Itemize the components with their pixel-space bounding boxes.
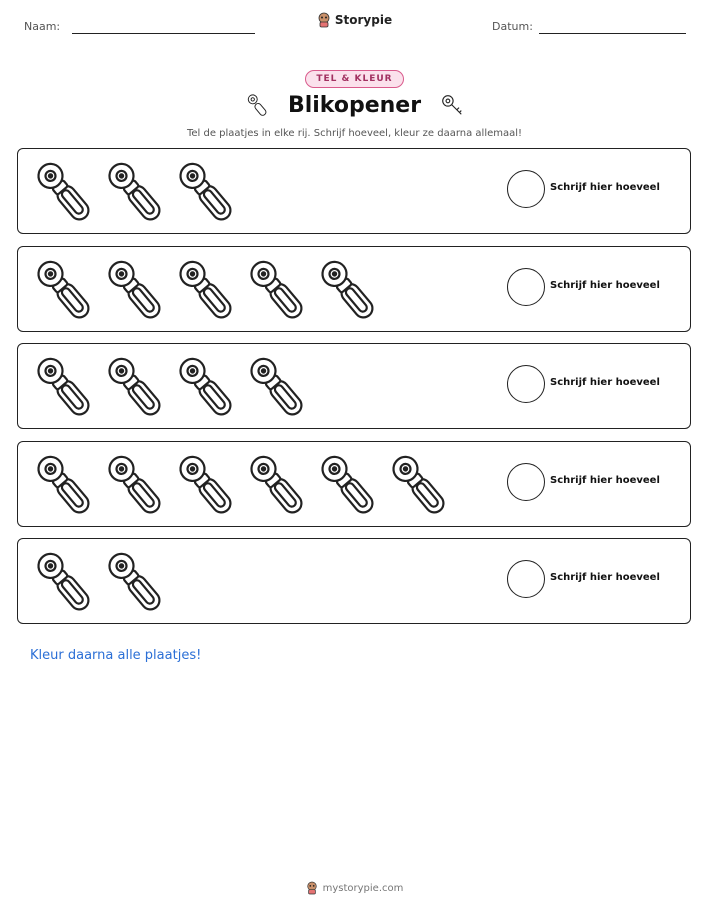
count-row-2 [17, 246, 691, 332]
can-opener-icon [28, 547, 99, 617]
answer-label: Schrijf hier hoeveel [550, 182, 660, 193]
can-opener-icon [28, 450, 99, 520]
name-label: Naam: [24, 20, 61, 33]
can-opener-icon [28, 157, 99, 227]
answer-label: Schrijf hier hoeveel [550, 377, 660, 388]
answer-circle[interactable] [507, 170, 545, 208]
count-row-5 [17, 538, 691, 624]
icon-group [28, 157, 241, 227]
icon-group [28, 450, 454, 520]
can-opener-icon [170, 157, 241, 227]
can-opener-icon [99, 255, 170, 325]
date-label: Datum: [492, 20, 533, 33]
can-opener-icon [241, 450, 312, 520]
answer-circle[interactable] [507, 560, 545, 598]
page-title: Blikopener [287, 92, 422, 118]
can-opener-icon [28, 255, 99, 325]
storypie-mascot-icon [306, 881, 318, 895]
can-opener-icon [241, 352, 312, 422]
icon-group [28, 255, 383, 325]
count-row-1 [17, 148, 691, 234]
can-opener-icon [99, 157, 170, 227]
brand-logo [0, 12, 709, 32]
date-line[interactable] [539, 33, 686, 34]
count-row-3 [17, 343, 691, 429]
key-icon [439, 92, 465, 118]
can-opener-icon [170, 352, 241, 422]
footer-note: Kleur daarna alle plaatjes! [30, 648, 202, 663]
storypie-mascot-icon [317, 12, 331, 28]
can-opener-icon [170, 255, 241, 325]
can-opener-icon [99, 450, 170, 520]
answer-label: Schrijf hier hoeveel [550, 280, 660, 291]
answer-circle[interactable] [507, 463, 545, 501]
category-badge: TEL & KLEUR [305, 70, 403, 88]
can-opener-icon [312, 450, 383, 520]
can-opener-icon [28, 352, 99, 422]
answer-circle[interactable] [507, 365, 545, 403]
can-opener-icon [383, 450, 454, 520]
icon-group [28, 352, 312, 422]
answer-label: Schrijf hier hoeveel [550, 475, 660, 486]
answer-circle[interactable] [507, 268, 545, 306]
name-line[interactable] [72, 33, 255, 34]
brand-name: Storypie [334, 13, 393, 27]
icon-group [28, 547, 170, 617]
can-opener-icon [241, 255, 312, 325]
footer-site: mystorypie.com [322, 882, 404, 894]
instruction-text: Tel de plaatjes in elke rij. Schrijf hoeveel, kleur ze daarna allemaal! [186, 128, 523, 139]
can-opener-icon [99, 352, 170, 422]
answer-label: Schrijf hier hoeveel [550, 572, 660, 583]
can-opener-icon [244, 92, 270, 118]
count-row-4 [17, 441, 691, 527]
can-opener-icon [312, 255, 383, 325]
can-opener-icon [99, 547, 170, 617]
can-opener-icon [170, 450, 241, 520]
